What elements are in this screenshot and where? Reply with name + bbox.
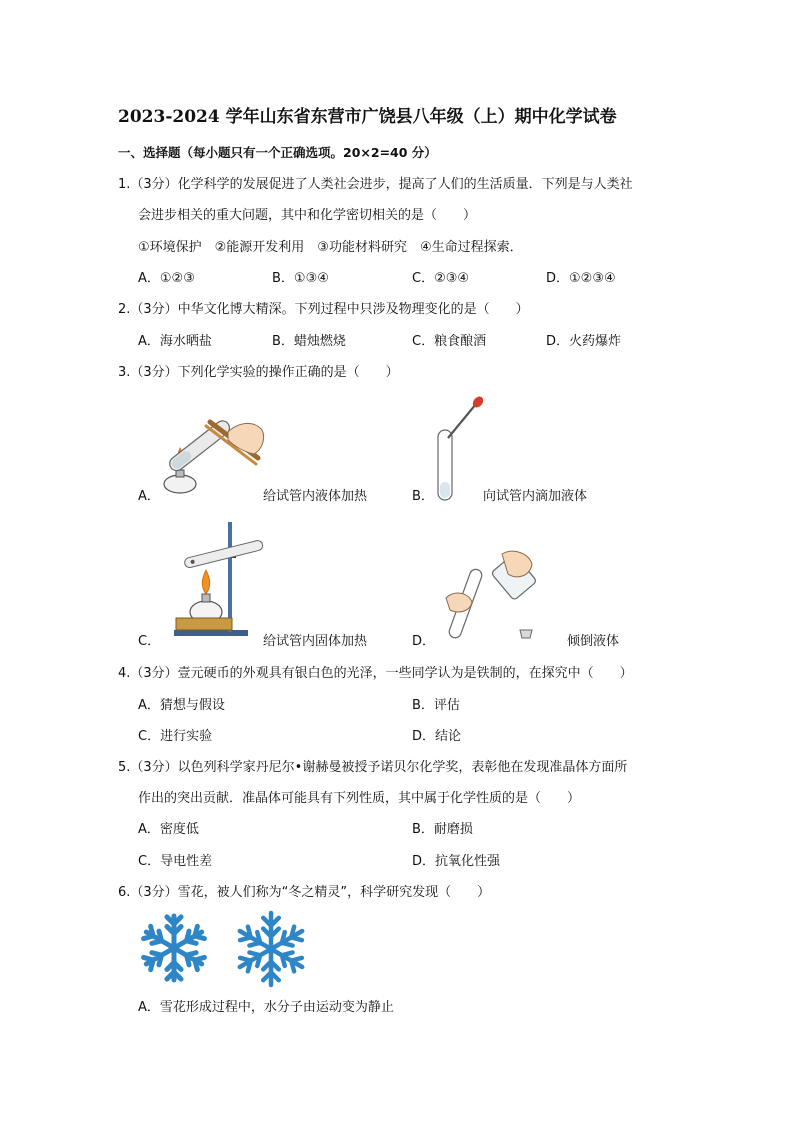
question-3-option-a-letter: A． bbox=[138, 489, 160, 504]
question-5-option-c: C．导电性差 bbox=[138, 854, 213, 869]
dropper-illustration bbox=[430, 394, 490, 506]
question-2-option-c: C．粮食酿酒 bbox=[412, 334, 487, 349]
question-3-option-a-caption: 给试管内液体加热 bbox=[263, 489, 368, 504]
section-heading: 一、选择题（每小题只有一个正确选项。20×2=40 分） bbox=[118, 145, 437, 160]
question-4-option-a: A．猜想与假设 bbox=[138, 698, 225, 713]
question-2-option-d: D．火药爆炸 bbox=[546, 334, 622, 349]
question-1-option-c: C．②③④ bbox=[412, 271, 470, 286]
question-5-stem-line1: 5.（3分）以色列科学家丹尼尔•谢赫曼被授予诺贝尔化学奖，表彰他在发现准晶体方面所 bbox=[118, 760, 628, 775]
question-1-option-a: A．①②③ bbox=[138, 271, 195, 286]
question-1-option-b: B．①③④ bbox=[272, 271, 329, 286]
snowflake-icon bbox=[136, 910, 212, 986]
snowflake-icon bbox=[230, 908, 312, 990]
question-6-stem: 6.（3分）雪花，被人们称为“冬之精灵”，科学研究发现（ ） bbox=[118, 885, 491, 900]
question-4-stem: 4.（3分）壹元硬币的外观具有银白色的光泽，一些同学认为是铁制的，在探究中（ ） bbox=[118, 666, 633, 681]
question-1-items: ①环境保护 ②能源开发利用 ③功能材料研究 ④生命过程探索． bbox=[138, 240, 523, 255]
question-5-option-b: B．耐磨损 bbox=[412, 822, 473, 837]
question-3-option-c-letter: C． bbox=[138, 634, 161, 649]
question-4-option-b: B．评估 bbox=[412, 698, 460, 713]
question-3-option-b-letter: B． bbox=[412, 489, 434, 504]
question-4-option-d: D．结论 bbox=[412, 729, 462, 744]
pouring-liquid-illustration bbox=[436, 548, 546, 644]
question-1-option-d: D．①②③④ bbox=[546, 271, 616, 286]
question-3-option-d-caption: 倾倒液体 bbox=[567, 634, 620, 649]
question-2-option-b: B．蜡烛燃烧 bbox=[272, 334, 346, 349]
question-3-option-c-caption: 给试管内固体加热 bbox=[263, 634, 368, 649]
question-2-option-a: A．海水晒盐 bbox=[138, 334, 212, 349]
question-1-stem-line2: 会进步相关的重大问题，其中和化学密切相关的是（ ） bbox=[138, 208, 477, 223]
question-4-option-c: C．进行实验 bbox=[138, 729, 213, 744]
question-3-stem: 3.（3分）下列化学实验的操作正确的是（ ） bbox=[118, 365, 399, 380]
question-1-stem-line1: 1.（3分）化学科学的发展促进了人类社会进步，提高了人们的生活质量．下列是与人类社 bbox=[118, 177, 633, 192]
question-3-option-d-letter: D． bbox=[412, 634, 436, 649]
question-5-option-a: A．密度低 bbox=[138, 822, 199, 837]
question-6-option-a: A．雪花形成过程中，水分子由运动变为静止 bbox=[138, 1000, 394, 1015]
iron-stand-illustration bbox=[170, 518, 270, 640]
question-5-stem-line2: 作出的突出贡献．准晶体可能具有下列性质，其中属于化学性质的是（ ） bbox=[138, 791, 581, 806]
heating-liquid-illustration bbox=[158, 392, 268, 502]
question-2-stem: 2.（3分）中华文化博大精深。下列过程中只涉及物理变化的是（ ） bbox=[118, 302, 529, 317]
question-5-option-d: D．抗氧化性强 bbox=[412, 854, 501, 869]
page-title: 2023-2024 学年山东省东营市广饶县八年级（上）期中化学试卷 bbox=[118, 107, 617, 127]
question-3-option-b-caption: 向试管内滴加液体 bbox=[483, 489, 588, 504]
